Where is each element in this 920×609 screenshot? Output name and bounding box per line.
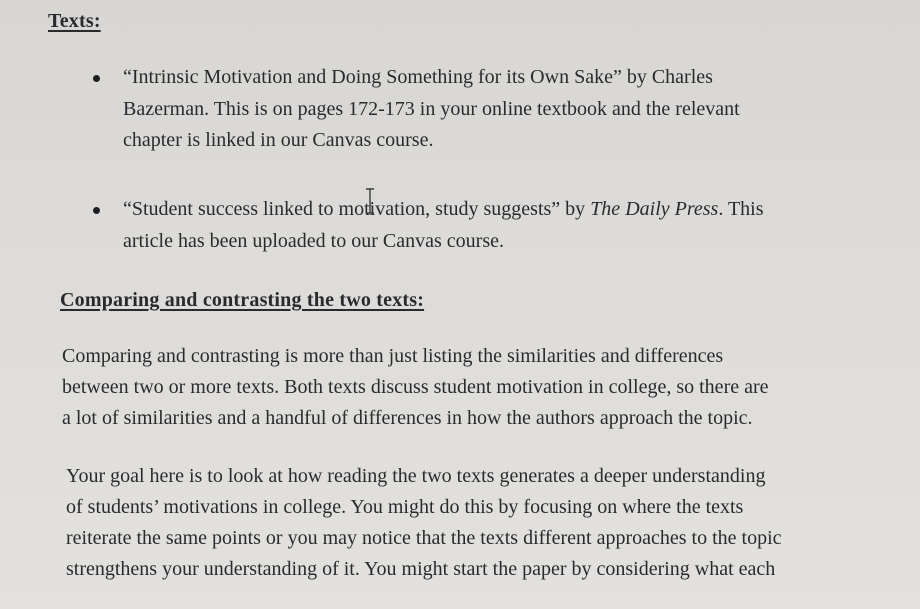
article-title: “Student success linked to motivation, study suggests” by bbox=[123, 198, 591, 220]
bullet-icon bbox=[93, 75, 100, 82]
list-item-text-end: . This bbox=[718, 198, 764, 220]
list-item bbox=[123, 62, 893, 157]
compare-heading: Comparing and contrasting the two texts: bbox=[60, 289, 425, 311]
bullet-icon bbox=[93, 207, 100, 214]
paragraph-line: Your goal here is to look at how reading the two texts generates a deeper understanding bbox=[66, 465, 766, 487]
paragraph-line: strengthens your understanding of it. You might start the paper by considering what each bbox=[66, 558, 776, 580]
publication-name: The Daily Press bbox=[590, 198, 719, 220]
list-item bbox=[123, 194, 893, 257]
list-item-line: “Intrinsic Motivation and Doing Something for its Own Sake” by Charles bbox=[123, 66, 713, 88]
paragraph bbox=[62, 341, 897, 434]
list-item-line: article has been uploaded to our Canvas course. bbox=[123, 229, 504, 252]
paragraph-line: reiterate the same points or you may notice that the texts different approaches to the topic bbox=[66, 527, 782, 549]
list-item-line: chapter is linked in our Canvas course. bbox=[123, 129, 434, 151]
texts-heading: Texts: bbox=[48, 10, 101, 32]
text-cursor-icon bbox=[365, 188, 375, 214]
paragraph-line: Comparing and contrasting is more than just listing the similarities and differences bbox=[62, 345, 724, 367]
paragraph-line: of students’ motivations in college. You might do this by focusing on where the texts bbox=[66, 496, 744, 518]
paragraph-line: a lot of similarities and a handful of differences in how the authors approach the topic. bbox=[62, 407, 753, 429]
list-item-line bbox=[123, 194, 893, 226]
paragraph-line: between two or more texts. Both texts discuss student motivation in college, so there are bbox=[62, 376, 769, 398]
list-item-line: Bazerman. This is on pages 172-173 in your online textbook and the relevant bbox=[123, 97, 740, 120]
paragraph bbox=[66, 461, 901, 585]
